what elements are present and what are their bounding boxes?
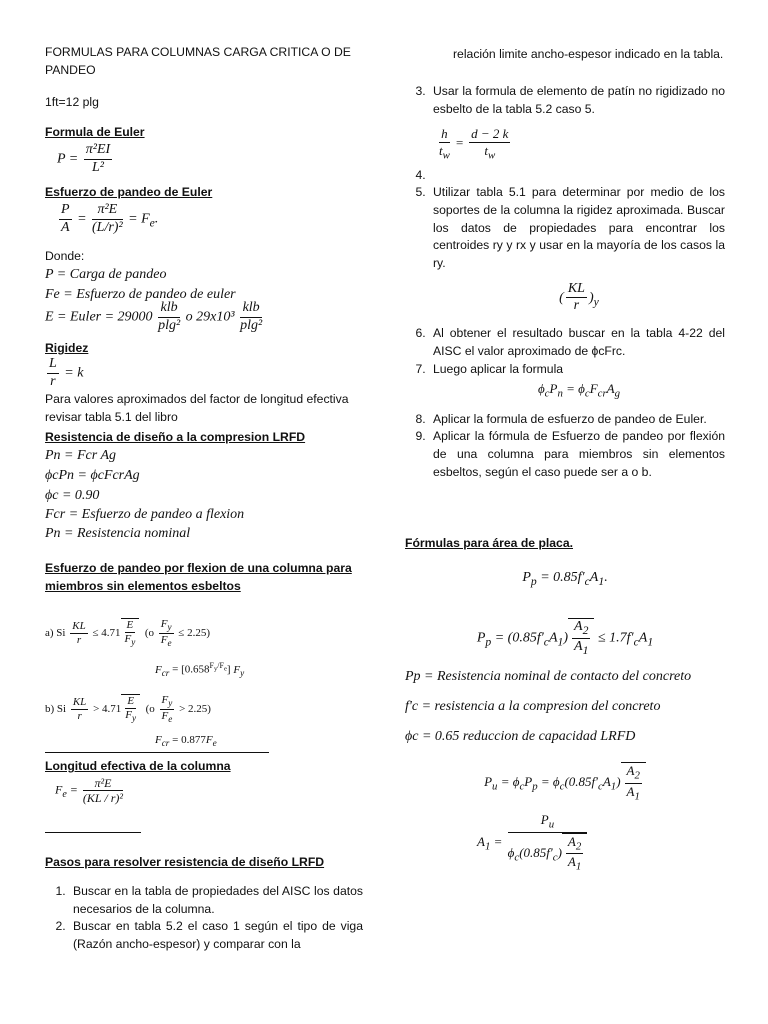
case-a-condition: a) Si $\frac{KL}{r}$ ≤ 4.71 $\frac{E}{F_y}$ (o $\frac{F_y}{F_e}$ ≤ 2.25) xyxy=(45,618,210,649)
def-fe: Fe = Esfuerzo de pandeo de euler xyxy=(45,287,236,302)
pasos-heading: Pasos para resolver resistencia de diseño LRFD xyxy=(45,855,325,869)
euler-stress-formula: $\frac{P}{A}$ = $\frac{\text{π²E}}{\text{(L/r)²}}$ = $F_e$. xyxy=(61,202,159,235)
def-e xyxy=(45,300,363,335)
step-8: 8. Aplicar la formula de esfuerzo de pandeo de Euler. xyxy=(429,411,725,429)
pu-formula: $P_u = \phi_cP_p = \phi_c(0.85f'_cA_1)$ $\frac{A_2}{A_1}$ xyxy=(405,762,725,803)
step-3-text: Usar la formula de elemento de patín no rigidizado no esbelto de la tabla 5.2 caso 5. xyxy=(433,84,725,116)
euler-heading: Formula de Euler xyxy=(45,125,145,139)
def-fc: f'c = resistencia a la compresion del concreto xyxy=(405,699,661,714)
document-title: FORMULAS PARA COLUMNAS CARGA CRITICA O DE PANDEO xyxy=(45,45,351,77)
euler-stress-heading: Esfuerzo de pandeo de Euler xyxy=(45,185,213,199)
placa-heading: Fórmulas para área de placa. xyxy=(405,536,573,550)
step-5-formula: ( $\frac{KL}{r}$ )$_y$ xyxy=(559,280,599,314)
longitud-formula: $F_e$ = $\frac{\text{π²E}}{\text{(KL / r)²}}$ xyxy=(55,776,123,806)
step-3 xyxy=(429,83,725,163)
cont-text: relación limite ancho-espesor indicado en la tabla. xyxy=(453,47,724,61)
step-6: 6. Al obtener el resultado buscar en la tabla 4-22 del AISC el valor aproximado de ϕcFrc. xyxy=(429,325,725,360)
step-7 xyxy=(429,361,725,403)
divider-line-1 xyxy=(45,752,269,753)
case-b-fcr: $F_{cr} = 0.877F_e$ xyxy=(155,734,217,749)
donde-label: Donde: xyxy=(45,249,85,263)
step-7-formula: $\phi_cP_n = \phi_cF_{cr}A_g$ xyxy=(537,381,621,400)
steps-upper xyxy=(405,83,725,481)
unit-num-1: klb xyxy=(158,300,180,318)
step-5-text: Utilizar tabla 5.1 para determinar por medio de los soportes de la columna la rigidez aproximada. Buscar los datos de propiedades para encontrar los centroides ry y rx y usar en la mayoría de los casos la ry. xyxy=(433,185,725,270)
rigidez-note: Para valores aproximados del factor de longitud efectiva revisar tabla 5.1 del libro xyxy=(45,392,349,424)
placa-formula-2: $P_p = (0.85f'_cA_1)$ $\frac{A_2}{A_1}$ ≤ $1.7f'_cA_1$ xyxy=(476,619,654,657)
case-a-label: a) Si xyxy=(45,627,66,640)
step-4 xyxy=(429,167,725,185)
unit-den-2: plg² xyxy=(240,317,263,333)
divider-line-2 xyxy=(45,832,141,833)
case-a-fcr: $F_{cr} = [0.658^{F_y/F_e}]$ $F_y$ xyxy=(155,661,245,678)
lrfd-line-1: Pn = Fcr Ag xyxy=(45,448,117,463)
paso-1: 1. Buscar en la tabla de propiedades del AISC los datos necesarios de la columna. xyxy=(69,883,363,918)
def-phi: ϕc = 0.65 reduccion de capacidad LRFD xyxy=(405,729,636,744)
step-5 xyxy=(429,184,725,315)
def-p: P = Carga de pandeo xyxy=(45,267,167,282)
step-9: 9. Aplicar la fórmula de Esfuerzo de pandeo por flexión de una columna para miembros sin elementos esbeltos, según el caso puede ser a o b. xyxy=(429,428,725,481)
placa-formula-1: $P_p = 0.85f'_cA_1$. xyxy=(522,570,608,588)
step-7-text: Luego aplicar la formula xyxy=(433,361,564,376)
def-e-mid: o 29x10³ xyxy=(185,309,235,325)
def-pp: Pp = Resistencia nominal de contacto del concreto xyxy=(405,669,692,684)
pasos-list xyxy=(45,883,363,954)
rigidez-formula: $\frac{L}{r}$ = k xyxy=(49,356,84,389)
case-b-condition: b) Si $\frac{KL}{r}$ > 4.71 $\frac{E}{F_y}$ (o $\frac{F_y}{F_e}$ > 2.25) xyxy=(45,694,211,725)
lrfd-line-5: Pn = Resistencia nominal xyxy=(45,526,191,541)
lrfd-line-2: ϕcPn = ϕcFcrAg xyxy=(45,468,140,483)
longitud-heading: Longitud efectiva de la columna xyxy=(45,759,231,773)
def-e-prefix: E = Euler = 29000 xyxy=(45,309,153,325)
lrfd-line-3: ϕc = 0.90 xyxy=(45,488,100,503)
unit-note: 1ft=12 plg xyxy=(45,95,99,109)
paso-2: 2. Buscar en tabla 5.2 el caso 1 según el tipo de viga (Razón ancho-espesor) y comparar con la xyxy=(69,918,363,953)
case-b-label: b) Si xyxy=(45,703,67,716)
lrfd-line-4: Fcr = Esfuerzo de pandeo a flexion xyxy=(45,507,245,522)
step-3-formula: $\frac{h}{t_w}$ = $\frac{d - 2 k}{t_w}$ xyxy=(439,126,509,162)
a1-formula: $A_1$ = $P_u$ $\phi_c(0.85f'_c)$ $\frac{A_2}{A_1}$ xyxy=(477,812,725,874)
euler-formula: P = $\frac{\text{π²EI}}{\text{L²}}$ xyxy=(57,142,111,175)
unit-num-2: klb xyxy=(240,300,262,318)
flex-heading: Esfuerzo de pandeo por flexion de una columna para miembros sin elementos esbeltos xyxy=(45,561,352,593)
lrfd-heading: Resistencia de diseño a la compresion LRFD xyxy=(45,430,306,444)
unit-den-1: plg² xyxy=(158,317,181,333)
rigidez-heading: Rigidez xyxy=(45,341,89,355)
rigidez-formula-rhs: = k xyxy=(64,365,84,381)
